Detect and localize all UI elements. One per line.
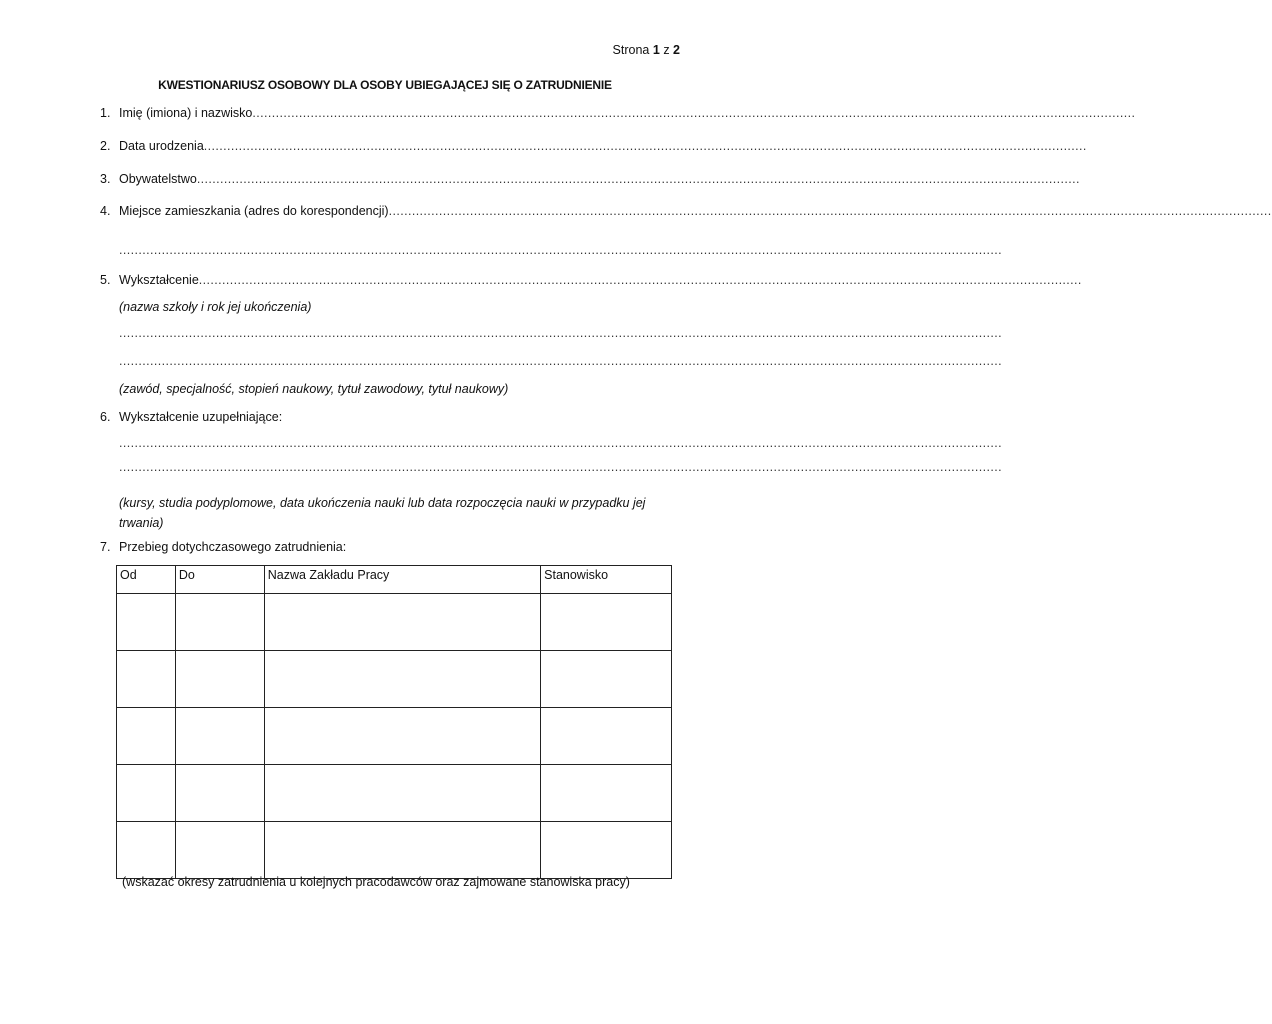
cell-to[interactable] xyxy=(175,708,264,765)
page-current: 1 xyxy=(652,43,660,57)
cell-from[interactable] xyxy=(117,708,176,765)
field-number: 3. xyxy=(100,172,111,186)
fill-line: .................................................................................................................................................................................................................................... xyxy=(198,273,1082,287)
cell-from[interactable] xyxy=(117,765,176,822)
field-label: Przebieg dotychczasowego zatrudnienia: xyxy=(119,540,347,554)
cell-position[interactable] xyxy=(541,594,672,651)
fill-line: .................................................................................................................................................................................................................................... xyxy=(203,139,1087,153)
table-row xyxy=(117,822,672,879)
field-label: Imię (imiona) i nazwisko xyxy=(119,106,253,120)
additional-education-line-1[interactable]: .................................................................................................................................................................................................................................... xyxy=(119,436,1003,450)
cell-employer[interactable] xyxy=(264,708,540,765)
column-header-employer: Nazwa Zakładu Pracy xyxy=(264,566,540,594)
table-note: (wskazać okresy zatrudnienia u kolejnych pracodawców oraz zajmowane stanowiska pracy) xyxy=(122,875,630,889)
field-label: Miejsce zamieszkania (adres do korespondencji) xyxy=(119,204,389,218)
page-label: Strona xyxy=(612,43,650,57)
field-label: Wykształcenie uzupełniające: xyxy=(119,410,283,424)
cell-position[interactable] xyxy=(541,651,672,708)
column-header-from: Od xyxy=(117,566,176,594)
education-line-2[interactable]: .................................................................................................................................................................................................................................... xyxy=(119,354,1003,368)
education-line-1[interactable]: .................................................................................................................................................................................................................................... xyxy=(119,326,1003,340)
cell-position[interactable] xyxy=(541,822,672,879)
field-label: Obywatelstwo xyxy=(119,172,197,186)
fill-line: .................................................................................................................................................................................................................................... xyxy=(388,204,1272,218)
field-birth-date[interactable] xyxy=(100,139,1087,153)
cell-to[interactable] xyxy=(175,594,264,651)
cell-from[interactable] xyxy=(117,651,176,708)
additional-education-line-2[interactable]: .................................................................................................................................................................................................................................... xyxy=(119,460,1003,474)
field-number: 7. xyxy=(100,540,111,554)
table-row xyxy=(117,651,672,708)
cell-to[interactable] xyxy=(175,765,264,822)
field-number: 4. xyxy=(100,204,111,218)
field-number: 5. xyxy=(100,273,111,287)
field-additional-education xyxy=(100,410,678,424)
cell-to[interactable] xyxy=(175,822,264,879)
cell-from[interactable] xyxy=(117,822,176,879)
cell-employer[interactable] xyxy=(264,594,540,651)
column-header-position: Stanowisko xyxy=(541,566,672,594)
page-total: 2 xyxy=(673,43,680,57)
table-row xyxy=(117,765,672,822)
field-citizenship[interactable] xyxy=(100,172,1080,186)
hint-courses: (kursy, studia podyplomowe, data ukończenia nauki lub data rozpoczęcia nauki w przypadku jej trwania) xyxy=(119,496,646,530)
cell-employer[interactable] xyxy=(264,765,540,822)
cell-position[interactable] xyxy=(541,708,672,765)
cell-employer[interactable] xyxy=(264,651,540,708)
fill-line: .................................................................................................................................................................................................................................... xyxy=(196,172,1080,186)
field-name[interactable] xyxy=(100,106,1136,120)
cell-employer[interactable] xyxy=(264,822,540,879)
hint-school: (nazwa szkoły i rok jej ukończenia) xyxy=(119,300,312,314)
field-label: Data urodzenia xyxy=(119,139,204,153)
field-label: Wykształcenie xyxy=(119,273,199,287)
table-row xyxy=(117,594,672,651)
page-separator: z xyxy=(663,43,670,57)
field-number: 2. xyxy=(100,139,111,153)
cell-from[interactable] xyxy=(117,594,176,651)
field-employment-history xyxy=(100,540,678,554)
table-row xyxy=(117,708,672,765)
page-number xyxy=(613,43,680,57)
address-continuation-line[interactable]: .................................................................................................................................................................................................................................... xyxy=(119,243,1003,257)
field-number: 6. xyxy=(100,410,111,424)
field-number: 1. xyxy=(100,106,111,120)
table-header-row xyxy=(117,566,672,594)
employment-table xyxy=(116,565,672,879)
field-education[interactable] xyxy=(100,273,1082,287)
column-header-to: Do xyxy=(175,566,264,594)
hint-profession: (zawód, specjalność, stopień naukowy, tytuł zawodowy, tytuł naukowy) xyxy=(119,382,509,396)
cell-position[interactable] xyxy=(541,765,672,822)
cell-to[interactable] xyxy=(175,651,264,708)
fill-line: .................................................................................................................................................................................................................................... xyxy=(252,106,1136,120)
form-title: KWESTIONARIUSZ OSOBOWY DLA OSOBY UBIEGAJĄCEJ SIĘ O ZATRUDNIENIE xyxy=(158,78,612,92)
field-address[interactable] xyxy=(100,204,1272,218)
